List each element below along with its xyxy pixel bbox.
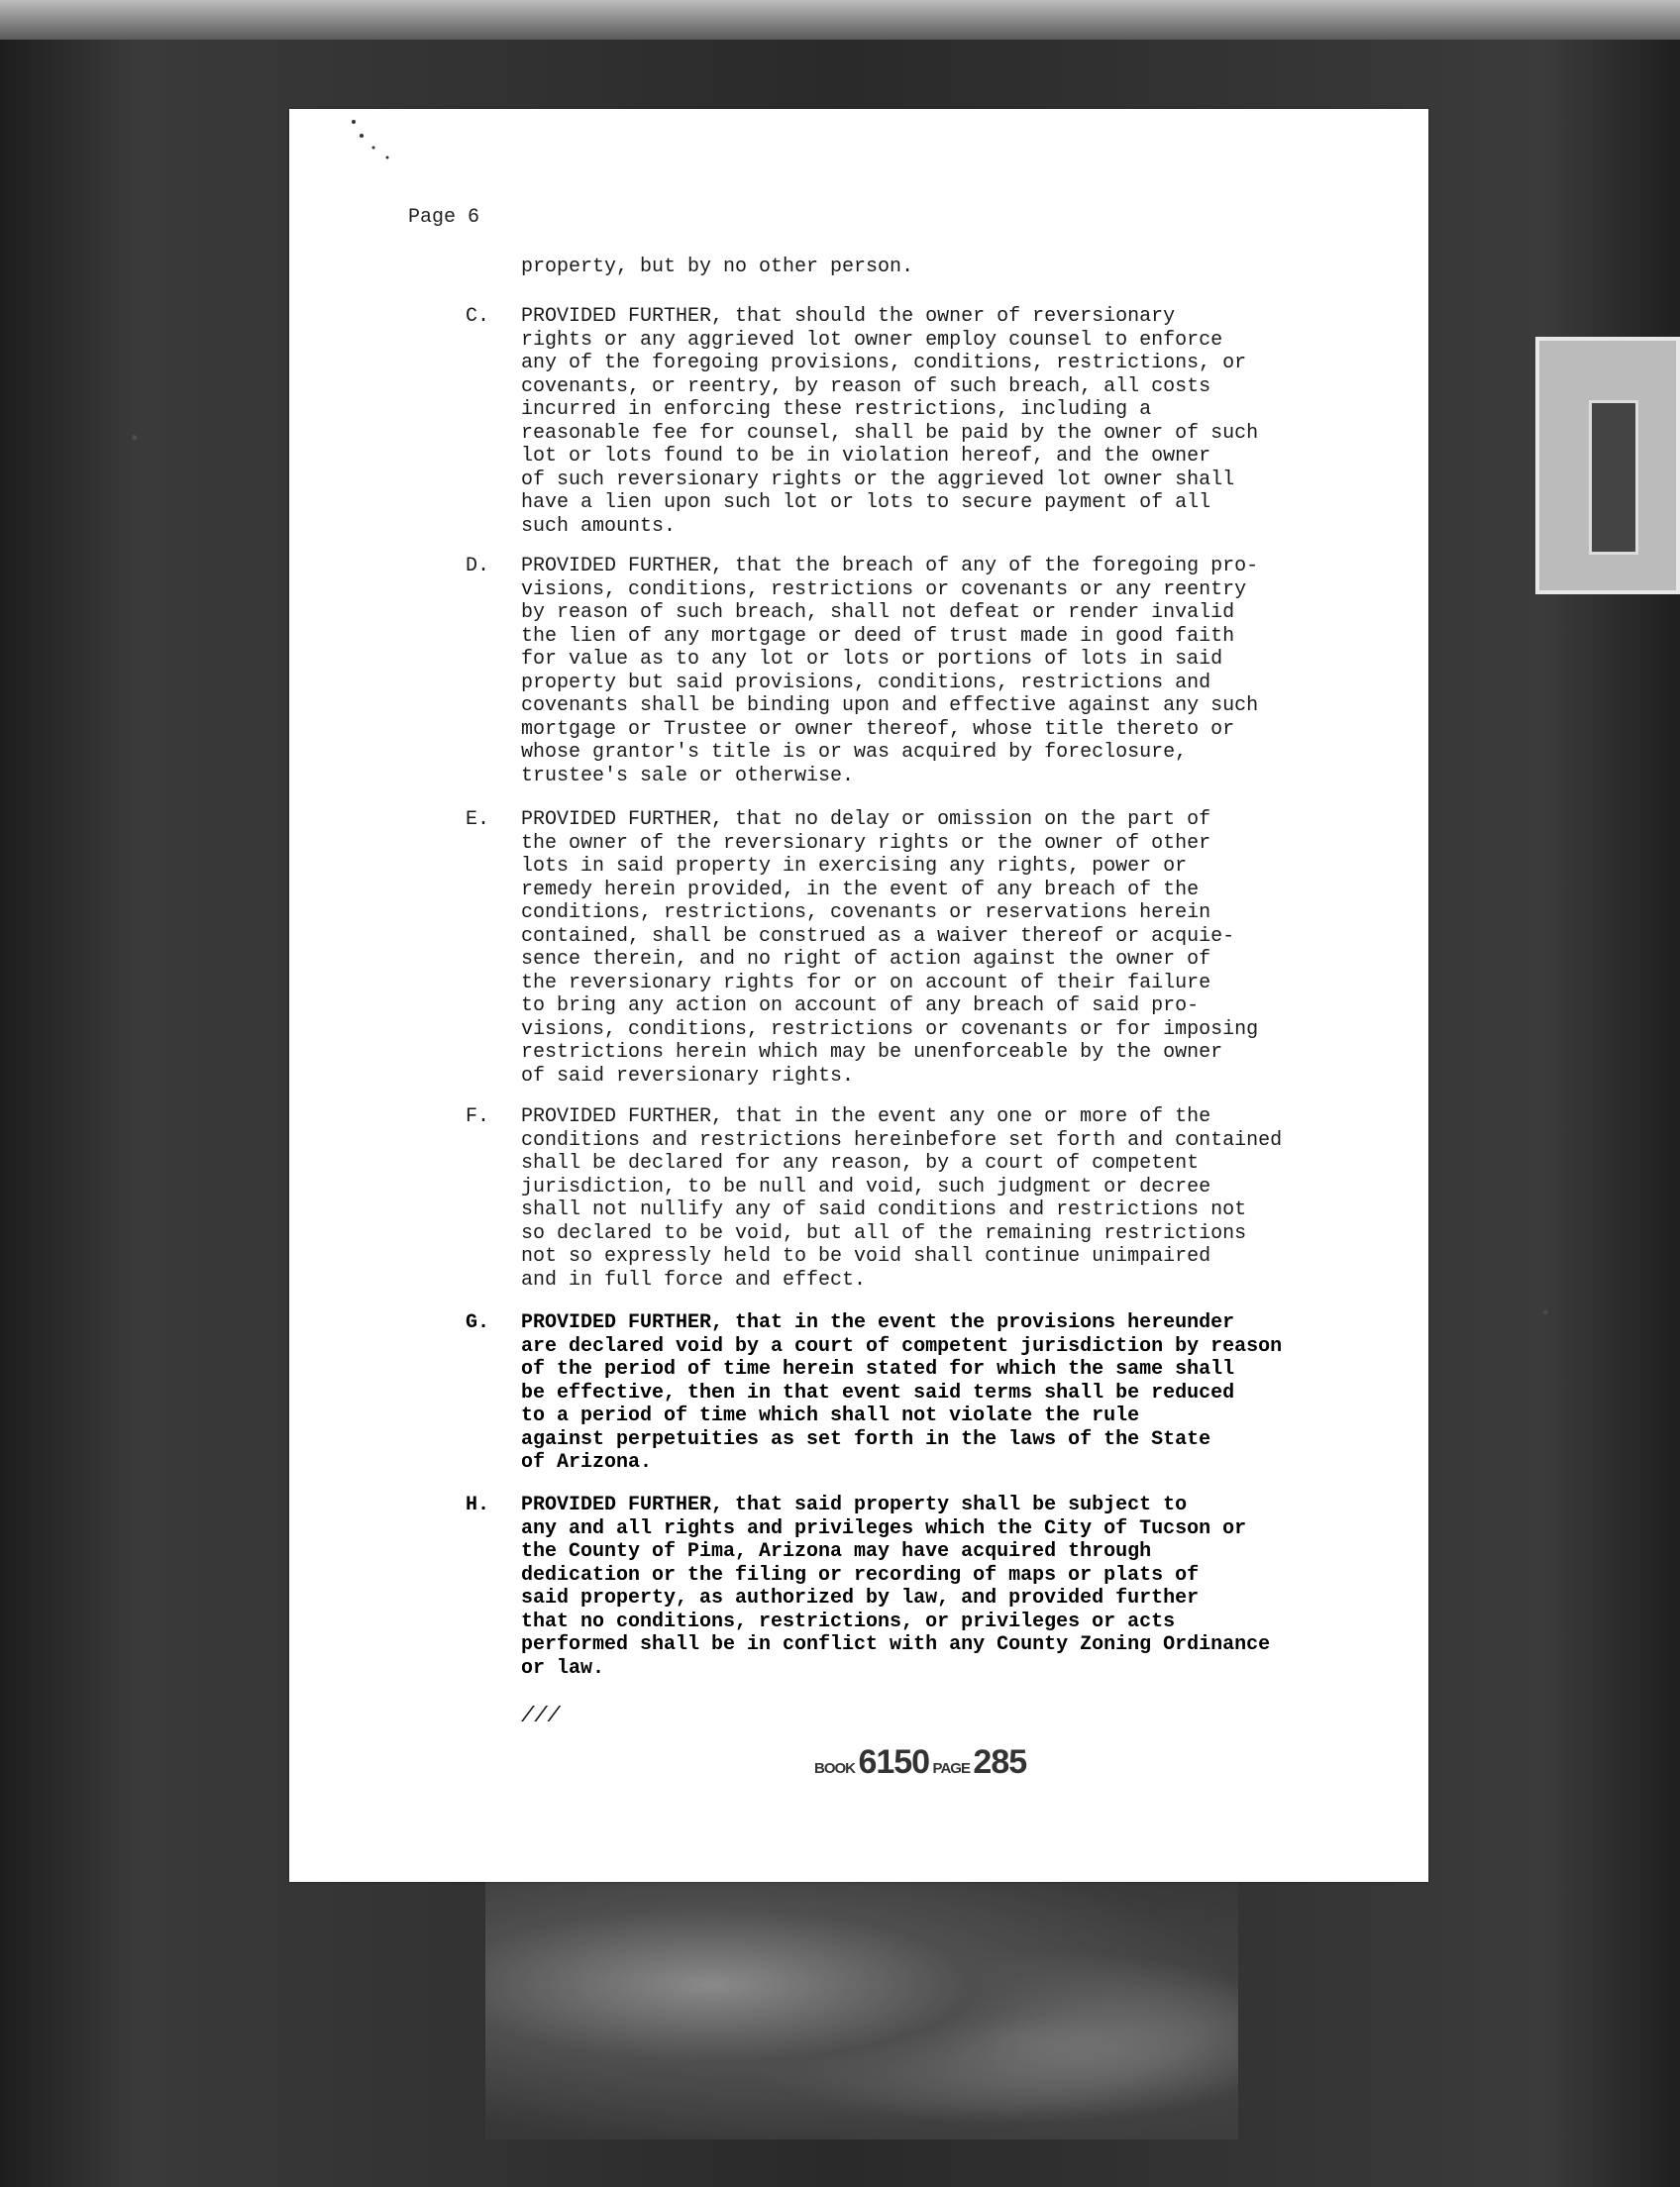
binder-clip-slot [1589, 400, 1638, 555]
clause-text: PROVIDED FURTHER, that in the event the provisions hereunder are declared void by a court of competent jurisdiction by reason of the period of time herein stated for which the same shall be effective, then in that event said terms shall be reduced to a period of time which shall not violate the rule against perpetuities as set forth in the laws of the State of Arizona. [521, 1311, 1283, 1474]
document-page [289, 109, 1428, 1882]
clause-letter: C. [466, 305, 490, 328]
stamp-page-label: PAGE [932, 1760, 970, 1777]
clause-letter: G. [466, 1311, 490, 1334]
clause-letter: D. [466, 555, 490, 577]
recording-stamp [814, 1743, 1026, 1782]
clause-text: PROVIDED FURTHER, that said property shall be subject to any and all rights and privileges which the City of Tucson or the County of Pima, Arizona may have acquired through dedication or the filing or recording of maps or plats of said property, as authorized by law, and provided further that no conditions, restrictions, or privileges or acts performed shall be in conflict with any County Zoning Ordinance or law. [521, 1494, 1271, 1680]
page-speck-marks [344, 114, 403, 163]
clause-letter: H. [466, 1494, 490, 1516]
closing-mark: /// [521, 1704, 561, 1728]
stamp-book-label: BOOK [814, 1760, 855, 1777]
clause-text: PROVIDED FURTHER, that in the event any one or more of the conditions and restrictions hereinbefore set forth and contained shall be declared for any reason, by a court of competent jurisdiction, to be null and void, such judgment or decree shall not nullify any of said conditions and restrictions not so declared to be void, but all of the remaining restrictions not so expressly held to be void shall continue unimpaired and in full force and effect. [521, 1105, 1283, 1292]
clause-text: PROVIDED FURTHER, that the breach of any of the foregoing pro- visions, conditions, restrictions or covenants or any reentry by reason of such breach, shall not defeat or render invalid the lien of any mortgage or deed of trust made in good faith for value as to any lot or lots or portions of lots in said property but said provisions, conditions, restrictions and covenants shall be binding upon and effective against any such mortgage or Trustee or owner thereof, whose title thereto or whose grantor's title is or was acquired by foreclosure, trustee's sale or otherwise. [521, 555, 1259, 787]
binder-clip [1535, 337, 1680, 594]
intro-line: property, but by no other person. [521, 256, 914, 278]
stamp-page-number: 285 [973, 1743, 1027, 1781]
scan-background-blotch [485, 1882, 1238, 2139]
page-number-label: Page 6 [408, 206, 480, 229]
clause-letter: F. [466, 1105, 490, 1128]
clause-text: PROVIDED FURTHER, that should the owner of reversionary rights or any aggrieved lot owner employ counsel to enforce any of the foregoing provisions, conditions, restrictions, or covenants, or reentry, by reason of such breach, all costs incurred in enforcing these restrictions, including a reasonable fee for counsel, shall be paid by the owner of such lot or lots found to be in violation hereof, and the owner of such reversionary rights or the aggrieved lot owner shall have a lien upon such lot or lots to secure payment of all such amounts. [521, 305, 1259, 538]
clause-letter: E. [466, 808, 490, 831]
clause-text: PROVIDED FURTHER, that no delay or omission on the part of the owner of the reversionary rights or the owner of other lots in said property in exercising any rights, power or remedy herein provided, in the event of any breach of the conditions, restrictions, covenants or reservations herein contained, shall be construed as a waiver thereof or acquie- sence therein, and no right of action against the owner of the reversionary rights for or on account of their failure to bring any action on account of any breach of said pro- visions, conditions, restrictions or covenants or for imposing restrictions herein which may be unenforceable by the owner of said reversionary rights. [521, 808, 1259, 1088]
scan-top-edge [0, 0, 1680, 40]
stamp-book-number: 6150 [858, 1743, 930, 1781]
